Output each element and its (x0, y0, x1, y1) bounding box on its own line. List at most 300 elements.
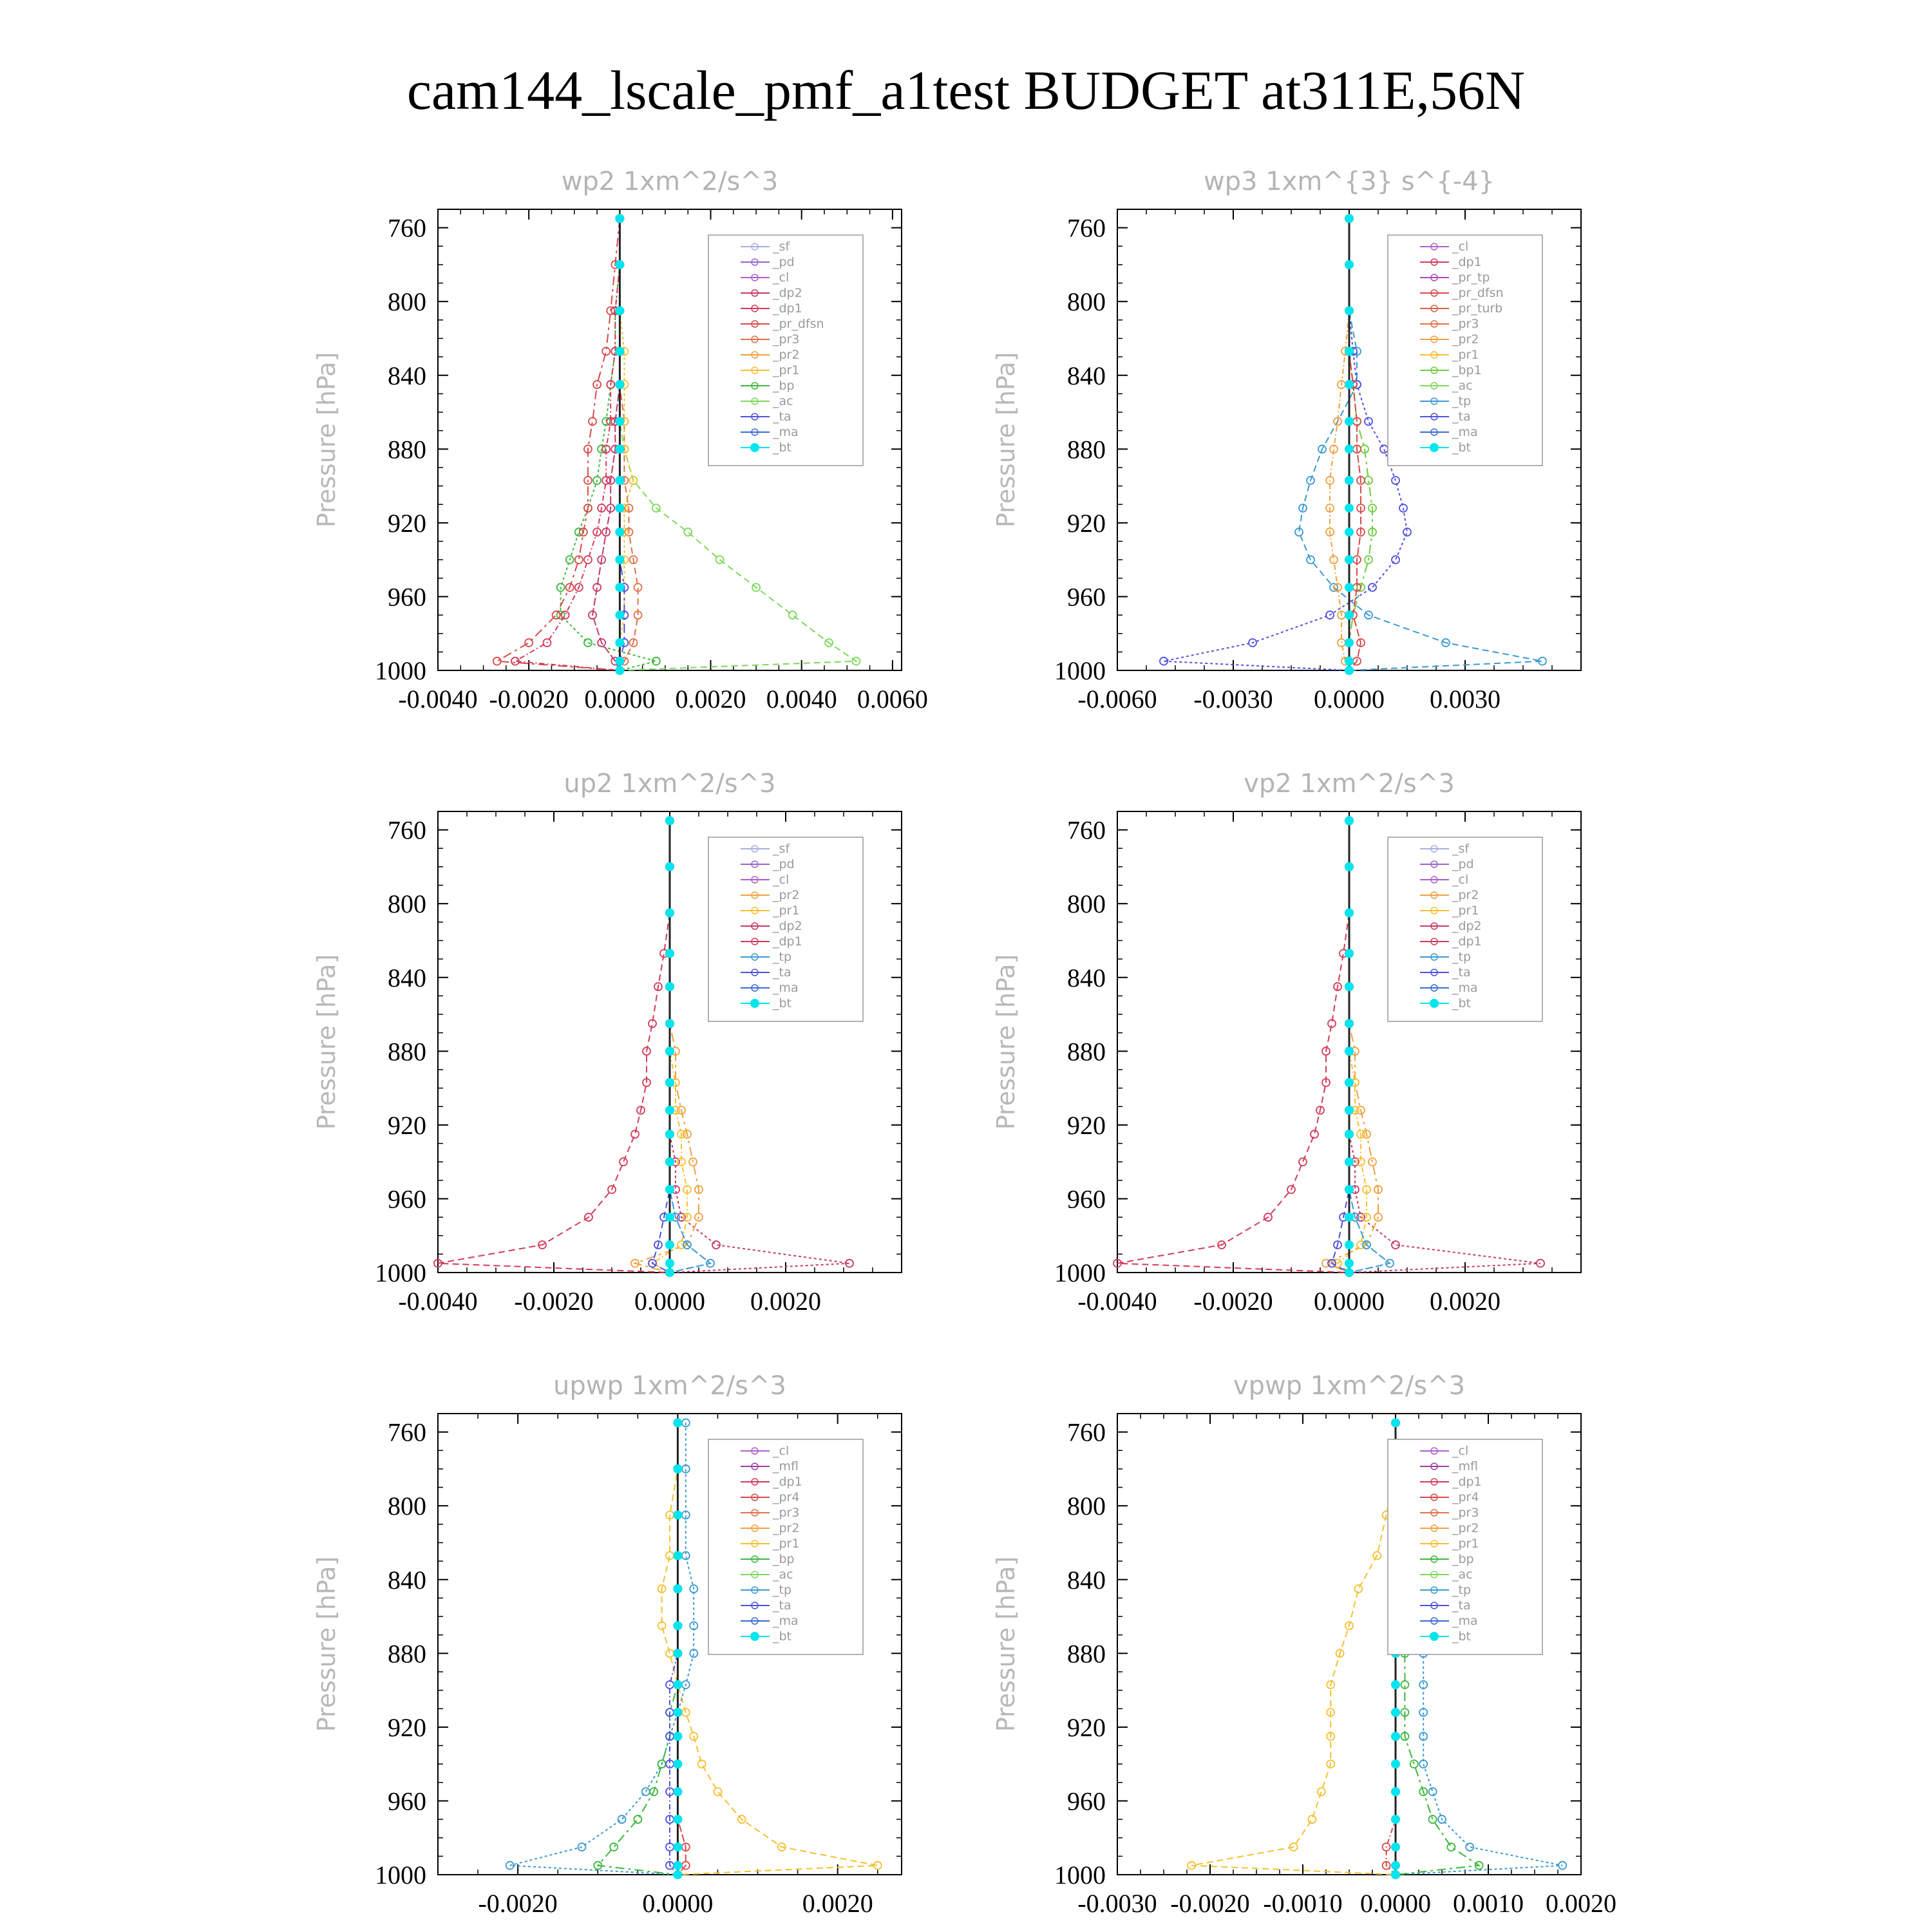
y-tick-label: 840 (1067, 963, 1106, 992)
data-point (1345, 1240, 1354, 1249)
data-point (615, 214, 624, 223)
legend-entry: _pr4 (773, 1490, 800, 1504)
data-point (1391, 1861, 1400, 1870)
data-point (615, 611, 624, 620)
data-point (1345, 982, 1354, 991)
panel-title: wp2 1xm^2/s^3 (561, 167, 779, 196)
legend-entry: _tp (773, 1583, 792, 1597)
legend-entry: _bt (1452, 440, 1472, 455)
legend-entry: _pr1 (1452, 1537, 1479, 1551)
legend-entry: _cl (1452, 1444, 1469, 1458)
data-point (666, 1649, 674, 1657)
series-line-dp1 (515, 218, 620, 670)
legend-entry: _pr1 (1452, 904, 1479, 918)
legend-entry: _ta (1452, 1598, 1471, 1613)
chart-panel-6 (992, 1371, 1616, 1918)
data-point (1345, 1268, 1354, 1277)
legend-entry: _dp1 (773, 301, 802, 316)
y-tick-label: 920 (1067, 1110, 1106, 1140)
legend-entry: _ta (1452, 965, 1471, 980)
y-tick-label: 960 (388, 1786, 426, 1816)
data-point (615, 504, 624, 513)
y-axis-label: Pressure [hPa] (312, 954, 341, 1130)
y-tick-label: 840 (1067, 361, 1106, 390)
data-point (615, 527, 624, 536)
x-tick-label: 0.0000 (1314, 685, 1385, 714)
x-tick-label: 0.0040 (766, 685, 837, 714)
x-tick-label: -0.0020 (1170, 1889, 1250, 1918)
data-point (665, 1259, 674, 1268)
legend-entry: _bp (1452, 1552, 1474, 1566)
y-tick-label: 960 (388, 582, 426, 612)
legend-entry: _pr_turb (1452, 301, 1503, 316)
data-point (665, 1185, 674, 1194)
data-point (1429, 1788, 1437, 1795)
data-point (620, 1158, 627, 1166)
legend-entry: _tp (1452, 394, 1472, 408)
x-tick-label: -0.0060 (1077, 685, 1157, 714)
y-tick-label: 840 (388, 963, 426, 992)
data-point (1391, 1680, 1400, 1689)
y-tick-label: 960 (1067, 582, 1106, 612)
data-point (673, 1870, 682, 1879)
legend-entry: _pd (1452, 857, 1474, 871)
y-tick-label: 800 (1067, 287, 1106, 317)
legend-marker (750, 999, 759, 1008)
data-point (1354, 1585, 1362, 1593)
x-tick-label: -0.0030 (1193, 685, 1273, 714)
legend-entry: _ac (1452, 379, 1473, 393)
y-tick-label: 960 (1067, 1786, 1106, 1816)
y-tick-label: 920 (1067, 508, 1106, 538)
legend-marker (1430, 1632, 1439, 1641)
legend-entry: _pr4 (1452, 1490, 1479, 1504)
y-tick-label: 1000 (1054, 1258, 1106, 1287)
data-point (615, 555, 624, 564)
y-tick-label: 800 (388, 287, 426, 317)
data-point (665, 1240, 674, 1249)
legend-entry: _pr3 (1452, 317, 1479, 331)
legend-entry: _pd (773, 255, 795, 269)
legend-entry: _dp1 (1452, 255, 1482, 269)
x-tick-label: -0.0040 (398, 1287, 478, 1316)
data-point (673, 1842, 682, 1852)
data-point (1345, 816, 1354, 825)
data-point (684, 528, 692, 536)
data-point (615, 307, 624, 316)
legend-entry: _pr2 (1452, 332, 1479, 346)
y-tick-label: 760 (388, 1417, 426, 1447)
data-point (673, 1551, 682, 1560)
x-tick-label: 0.0010 (1453, 1889, 1524, 1918)
legend-entry: _pr_tp (1452, 270, 1490, 285)
series-line-pr3 (620, 218, 638, 670)
data-point (1345, 1259, 1354, 1268)
data-point (673, 1759, 682, 1768)
data-point (615, 666, 624, 675)
y-tick-label: 920 (388, 508, 426, 538)
legend-entry: _cl (1452, 240, 1469, 254)
data-point (1345, 862, 1354, 871)
y-tick-label: 800 (1067, 1492, 1106, 1521)
data-point (525, 639, 533, 647)
legend-entry: _mfl (773, 1459, 799, 1473)
data-point (1345, 611, 1354, 620)
legend-entry: _ac (1452, 1567, 1473, 1582)
x-tick-label: 0.0020 (675, 685, 746, 714)
data-point (1391, 1842, 1400, 1852)
legend-entry: _tp (1452, 1583, 1472, 1597)
legend-entry: _bt (773, 440, 792, 455)
data-point (1391, 1815, 1400, 1824)
data-point (1345, 1157, 1354, 1166)
panel-title: up2 1xm^2/s^3 (564, 769, 776, 799)
data-point (610, 1843, 618, 1851)
x-tick-label: 0.0020 (750, 1287, 821, 1316)
series-line-ta (1332, 820, 1349, 1273)
data-point (673, 1732, 682, 1741)
legend-entry: _bp (773, 1552, 795, 1566)
data-point (615, 260, 624, 269)
x-tick-label: 0.0030 (1430, 685, 1501, 714)
legend-entry: _bt (1452, 1629, 1472, 1643)
data-point (665, 1157, 674, 1166)
data-point (673, 1787, 682, 1796)
data-point (1318, 1788, 1325, 1795)
y-axis-label: Pressure [hPa] (992, 1556, 1020, 1732)
data-point (1345, 1106, 1354, 1115)
data-point (665, 1130, 674, 1139)
legend-entry: _pr2 (1452, 1521, 1479, 1535)
y-tick-label: 840 (388, 361, 426, 390)
legend-entry: _sf (1452, 842, 1470, 856)
legend-entry: _pr1 (773, 904, 800, 918)
legend-entry: _pr2 (773, 1521, 800, 1535)
y-axis-label: Pressure [hPa] (992, 954, 1020, 1130)
series-line-pr1 (620, 218, 633, 670)
y-tick-label: 1000 (1054, 1861, 1106, 1889)
data-point (1345, 555, 1354, 564)
data-point (665, 982, 674, 991)
series-line-pr1 (1191, 1423, 1396, 1875)
chart-panel-2 (992, 167, 1581, 714)
data-point (1345, 214, 1354, 223)
legend-entry: _sf (773, 842, 790, 856)
data-point (1345, 583, 1354, 592)
data-point (665, 1019, 674, 1028)
data-point (562, 611, 569, 619)
data-point (673, 1511, 682, 1520)
series-line-bp (598, 1423, 677, 1875)
x-tick-label: -0.0040 (398, 685, 478, 714)
y-tick-label: 760 (1067, 1417, 1106, 1447)
legend-marker (1430, 443, 1439, 452)
data-point (1365, 417, 1372, 425)
x-tick-label: 0.0020 (1430, 1287, 1501, 1316)
data-point (665, 862, 674, 871)
data-point (673, 1584, 682, 1593)
y-tick-label: 960 (388, 1184, 426, 1214)
legend-entry: _cl (773, 873, 790, 887)
legend-marker (1430, 999, 1439, 1008)
y-tick-label: 880 (388, 435, 426, 464)
y-axis-label: Pressure [hPa] (312, 352, 341, 528)
x-tick-label: -0.0020 (514, 1287, 594, 1316)
legend-entry: _ac (773, 1567, 793, 1582)
data-point (673, 1861, 682, 1870)
legend-entry: _bt (773, 1629, 792, 1643)
legend-entry: _pr2 (1452, 888, 1479, 902)
legend-entry: _ma (1452, 981, 1478, 995)
data-point (665, 1106, 674, 1115)
data-point (665, 1268, 674, 1277)
y-axis-label: Pressure [hPa] (992, 352, 1020, 528)
x-tick-label: -0.0020 (478, 1889, 558, 1918)
y-tick-label: 880 (1067, 435, 1106, 464)
data-point (1345, 909, 1354, 918)
legend-entry: _bp1 (1452, 363, 1482, 377)
panel-title: vp2 1xm^2/s^3 (1244, 769, 1455, 799)
data-point (1391, 1787, 1400, 1796)
y-tick-label: 1000 (1054, 656, 1106, 685)
legend-entry: _pr2 (773, 348, 800, 362)
legend-entry: _bp (773, 379, 795, 393)
legend-entry: _tp (1452, 950, 1472, 964)
data-point (1345, 657, 1354, 666)
series-line-dp1 (438, 820, 670, 1273)
y-tick-label: 920 (1067, 1712, 1106, 1742)
x-tick-label: 0.0020 (1546, 1889, 1616, 1918)
data-point (1345, 347, 1354, 356)
data-point (1345, 527, 1354, 536)
legend-entry: _ta (773, 410, 791, 424)
legend (708, 235, 863, 466)
data-point (665, 1213, 674, 1222)
y-tick-label: 840 (388, 1565, 426, 1595)
y-tick-label: 800 (388, 889, 426, 919)
data-point (1345, 380, 1354, 389)
data-point (634, 1815, 641, 1823)
legend (708, 1439, 863, 1654)
legend-entry: _dp2 (773, 919, 802, 933)
legend-entry: _bt (1452, 996, 1472, 1010)
data-point (1391, 1732, 1400, 1741)
legend-entry: _bt (773, 996, 792, 1010)
legend-entry: _ma (1452, 425, 1478, 439)
y-tick-label: 760 (1067, 815, 1106, 845)
series-line-tp (670, 820, 710, 1273)
y-tick-label: 800 (388, 1492, 426, 1521)
series-line-bp (561, 218, 656, 670)
y-tick-label: 880 (388, 1037, 426, 1066)
data-point (615, 657, 624, 666)
legend-entry: _cl (773, 270, 790, 285)
y-tick-label: 760 (388, 213, 426, 243)
chart-panel-1 (312, 167, 928, 714)
legend-entry: _dp1 (1452, 934, 1482, 949)
data-point (1345, 1019, 1354, 1028)
data-point (1392, 556, 1399, 564)
data-point (673, 1649, 682, 1658)
series-line-dp1 (1117, 820, 1349, 1273)
legend-entry: _cl (773, 1444, 790, 1458)
legend-entry: _ta (1452, 410, 1471, 424)
data-point (615, 444, 624, 453)
data-point (665, 1046, 674, 1056)
y-axis-label: Pressure [hPa] (312, 1556, 341, 1732)
y-tick-label: 840 (1067, 1565, 1106, 1595)
x-tick-label: -0.0020 (489, 685, 569, 714)
data-point (615, 476, 624, 485)
data-point (673, 1418, 682, 1427)
data-point (1345, 1046, 1354, 1056)
legend-entry: _ma (773, 425, 799, 439)
data-point (1380, 445, 1388, 453)
data-point (1391, 1418, 1400, 1427)
data-point (553, 611, 560, 619)
legend (708, 837, 863, 1021)
legend-entry: _dp2 (773, 286, 802, 300)
data-point (1345, 638, 1354, 647)
legend-entry: _ta (773, 1598, 791, 1613)
legend-entry: _pr1 (1452, 348, 1479, 362)
panel-title: upwp 1xm^2/s^3 (553, 1371, 786, 1401)
legend-entry: _ac (773, 394, 793, 408)
y-tick-label: 920 (388, 1712, 426, 1742)
data-point (673, 1680, 682, 1689)
x-tick-label: -0.0010 (1263, 1889, 1343, 1918)
data-point (1345, 307, 1354, 316)
legend-entry: _ma (773, 981, 799, 995)
y-tick-label: 920 (388, 1110, 426, 1140)
legend-marker (750, 1632, 759, 1641)
data-point (1345, 417, 1354, 426)
legend-entry: _pr_dfsn (1452, 286, 1504, 300)
chart-panel-4 (992, 769, 1581, 1316)
data-point (789, 611, 797, 619)
legend-entry: _cl (1452, 873, 1469, 887)
series-line-ta (652, 820, 670, 1273)
legend-entry: _pr1 (773, 1537, 800, 1551)
legend-entry: _ma (773, 1614, 799, 1628)
y-tick-label: 1000 (375, 1258, 426, 1287)
y-tick-label: 960 (1067, 1184, 1106, 1214)
data-point (1391, 1870, 1400, 1879)
data-point (1368, 583, 1376, 591)
data-point (618, 1815, 626, 1823)
legend-entry: _dp1 (773, 1475, 802, 1489)
data-point (615, 638, 624, 647)
y-tick-label: 760 (388, 815, 426, 845)
legend-entry: _pr1 (773, 363, 800, 377)
x-tick-label: -0.0040 (1077, 1287, 1157, 1316)
data-point (1345, 1130, 1354, 1139)
data-point (584, 639, 592, 647)
legend-entry: _ma (1452, 1614, 1478, 1628)
x-tick-label: 0.0000 (1314, 1287, 1385, 1316)
data-point (1345, 476, 1354, 485)
page-title: cam144_lscale_pmf_a1test BUDGET at311E,56N (406, 59, 1526, 121)
data-point (493, 658, 501, 665)
data-point (1299, 1158, 1307, 1166)
legend-entry: _dp2 (1452, 919, 1482, 933)
legend-entry: _ta (773, 965, 791, 980)
series-line-dp2 (592, 218, 620, 670)
y-tick-label: 1000 (375, 1861, 426, 1889)
chart-panel-5 (312, 1371, 902, 1918)
y-tick-label: 880 (1067, 1037, 1106, 1066)
x-tick-label: 0.0020 (802, 1889, 873, 1918)
y-tick-label: 760 (1067, 213, 1106, 243)
data-point (1345, 1078, 1354, 1087)
data-point (673, 1464, 682, 1473)
data-point (665, 909, 674, 918)
x-tick-label: 0.0000 (1360, 1889, 1431, 1918)
series-line-ta (1164, 218, 1407, 670)
chart-panel-3 (312, 769, 902, 1316)
data-point (642, 1788, 650, 1795)
data-point (1345, 949, 1354, 958)
x-tick-label: 0.0060 (857, 685, 928, 714)
panel-title: vpwp 1xm^2/s^3 (1233, 1371, 1466, 1401)
legend-entry: _pr2 (773, 888, 800, 902)
x-tick-label: 0.0000 (634, 1287, 705, 1316)
legend-entry: _pr3 (773, 1506, 800, 1520)
legend-entry: _pr3 (1452, 1506, 1479, 1520)
legend-entry: _dp1 (1452, 1475, 1482, 1489)
data-point (673, 1621, 682, 1630)
legend (1388, 837, 1542, 1021)
legend-entry: _tp (773, 950, 792, 964)
x-tick-label: -0.0030 (1077, 1889, 1157, 1918)
legend (1388, 235, 1542, 466)
data-point (665, 816, 674, 825)
data-point (575, 528, 583, 536)
data-point (1391, 1759, 1400, 1768)
data-point (615, 380, 624, 389)
legend-entry: _sf (773, 240, 790, 254)
data-point (714, 1788, 721, 1795)
data-point (1345, 444, 1354, 453)
data-point (1345, 1213, 1354, 1222)
legend-entry: _mfl (1452, 1459, 1478, 1473)
data-point (1391, 1708, 1400, 1717)
data-point (698, 1760, 706, 1768)
data-point (665, 1078, 674, 1087)
data-point (615, 347, 624, 356)
panel-title: wp3 1xm^{3} s^{-4} (1203, 167, 1495, 196)
data-point (652, 658, 660, 665)
legend-entry: _dp1 (773, 934, 802, 949)
data-point (1447, 1843, 1455, 1851)
data-point (1345, 504, 1354, 513)
series-line-pr_dfsn (1349, 218, 1361, 670)
series-line-pr2 (1330, 218, 1349, 670)
x-tick-label: 0.0000 (642, 1889, 714, 1918)
series-line-tp (510, 1423, 694, 1875)
legend (1388, 1439, 1542, 1654)
legend-entry: _pr_dfsn (773, 317, 824, 331)
data-point (1345, 260, 1354, 269)
data-point (1429, 1815, 1437, 1823)
data-point (615, 583, 624, 592)
y-tick-label: 800 (1067, 889, 1106, 919)
x-tick-label: -0.0020 (1193, 1287, 1273, 1316)
x-tick-label: 0.0000 (584, 685, 656, 714)
series-line-tp (1349, 820, 1390, 1273)
y-tick-label: 880 (388, 1639, 426, 1669)
series-line-pr_dfsn (497, 218, 620, 670)
